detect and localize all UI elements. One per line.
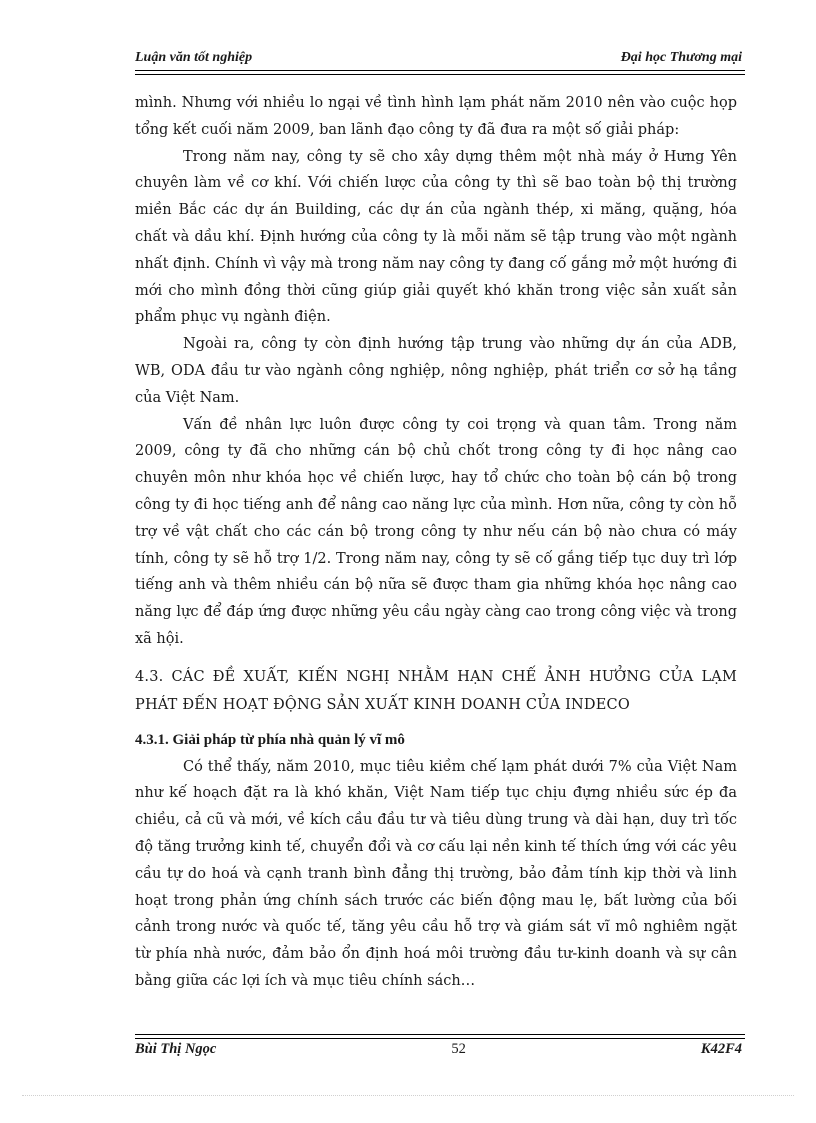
page-footer <box>135 1041 742 1058</box>
page-number: 52 <box>451 1041 466 1057</box>
page-body <box>135 90 737 995</box>
paragraph-macro-solutions: Có thể thấy, năm 2010, mục tiêu kiềm chế lạm phát dưới 7% của Việt Nam như kế hoạch đặt ra là khó khăn, Việt Nam tiếp tục chịu đựng nhiều sức ép đa chiều, cả cũ và mới, về kích cầu đầu tư và tiêu dùng trung và dài hạn, duy trì tốc độ tăng trưởng kinh tế, chuyển đổi và cơ cấu lại nền kinh tế thích ứng với các yêu cầu tự do hoá và cạnh tranh bình đẳng thị trường, bảo đảm tính kịp thời và linh hoạt trong phản ứng chính sách trước các biến động mau lẹ, bất lường của bối cảnh trong nước và quốc tế, tăng yêu cầu hỗ trợ và giám sát vĩ mô nghiêm ngặt từ phía nhà nước, đảm bảo ổn định hoá môi trường đầu tư-kinh doanh và sự cân bằng giữa các lợi ích và mục tiêu chính sách… <box>135 758 737 989</box>
paragraph-human-resources: Vấn đề nhân lực luôn được công ty coi trọng và quan tâm. Trong năm 2009, công ty đã cho những cán bộ chủ chốt trong công ty đi học nâng cao chuyên môn như khóa học về chiến lược, hay tổ chức cho toàn bộ cán bộ trong công ty đi học tiếng anh để nâng cao năng lực của mình. Hơn nữa, công ty còn hỗ trợ về vật chất cho các cán bộ trong công ty như nếu cán bộ nào chưa có máy tính, công ty sẽ hỗ trợ 1/2. Trong năm nay, công ty sẽ cố gắng tiếp tục duy trì lớp tiếng anh và thêm nhiều cán bộ nữa sẽ được tham gia những khóa học nâng cao năng lực để đáp ứng được những yêu cầu ngày càng cao trong công việc và trong xã hội. <box>135 416 737 647</box>
header-divider <box>135 70 745 75</box>
paragraph-factory-plan: Trong năm nay, công ty sẽ cho xây dựng thêm một nhà máy ở Hưng Yên chuyên làm về cơ khí. Với chiến lược của công ty thì sẽ bao toàn bộ thị trường miền Bắc các dự án Building, các dự án của ngành thép, xi măng, quặng, hóa chất và dầu khí. Định hướng của công ty là mỗi năm sẽ tập trung vào một ngành nhất định. Chính vì vậy mà trong năm nay công ty đang cố gắng mở một hướng đi mới cho mình đồng thời cũng giúp giải quyết khó khăn trong việc sản xuất sản phẩm phục vụ ngành điện. <box>135 148 737 326</box>
section-heading: 4.3. CÁC ĐỀ XUẤT, KIẾN NGHỊ NHẰM HẠN CHẾ ẢNH HƯỞNG CỦA LẠM PHÁT ĐẾN HOẠT ĐỘNG SẢN XUẤT KINH DOANH CỦA INDECO <box>135 668 737 713</box>
header-university-label: Đại học Thương mại <box>620 50 742 65</box>
header-thesis-label: Luận văn tốt nghiệp <box>135 50 253 65</box>
paragraph-project-focus: Ngoài ra, công ty còn định hướng tập trung vào những dự án của ADB, WB, ODA đầu tư vào ngành công nghiệp, nông nghiệp, phát triển cơ sở hạ tầng của Việt Nam. <box>135 336 737 406</box>
subsection-heading: 4.3.1. Giải pháp từ phía nhà quản lý vĩ mô <box>135 731 405 748</box>
footer-divider <box>135 1034 745 1039</box>
page-edge-divider <box>22 1095 794 1096</box>
footer-class-code: K42F4 <box>700 1041 742 1057</box>
page-header <box>135 50 742 69</box>
paragraph-continuation: mình. Nhưng với nhiều lo ngại về tình hình lạm phát năm 2010 nên vào cuộc họp tổng kết cuối năm 2009, ban lãnh đạo công ty đã đưa ra một số giải pháp: <box>135 95 737 138</box>
footer-author: Bùi Thị Ngọc <box>135 1041 217 1057</box>
